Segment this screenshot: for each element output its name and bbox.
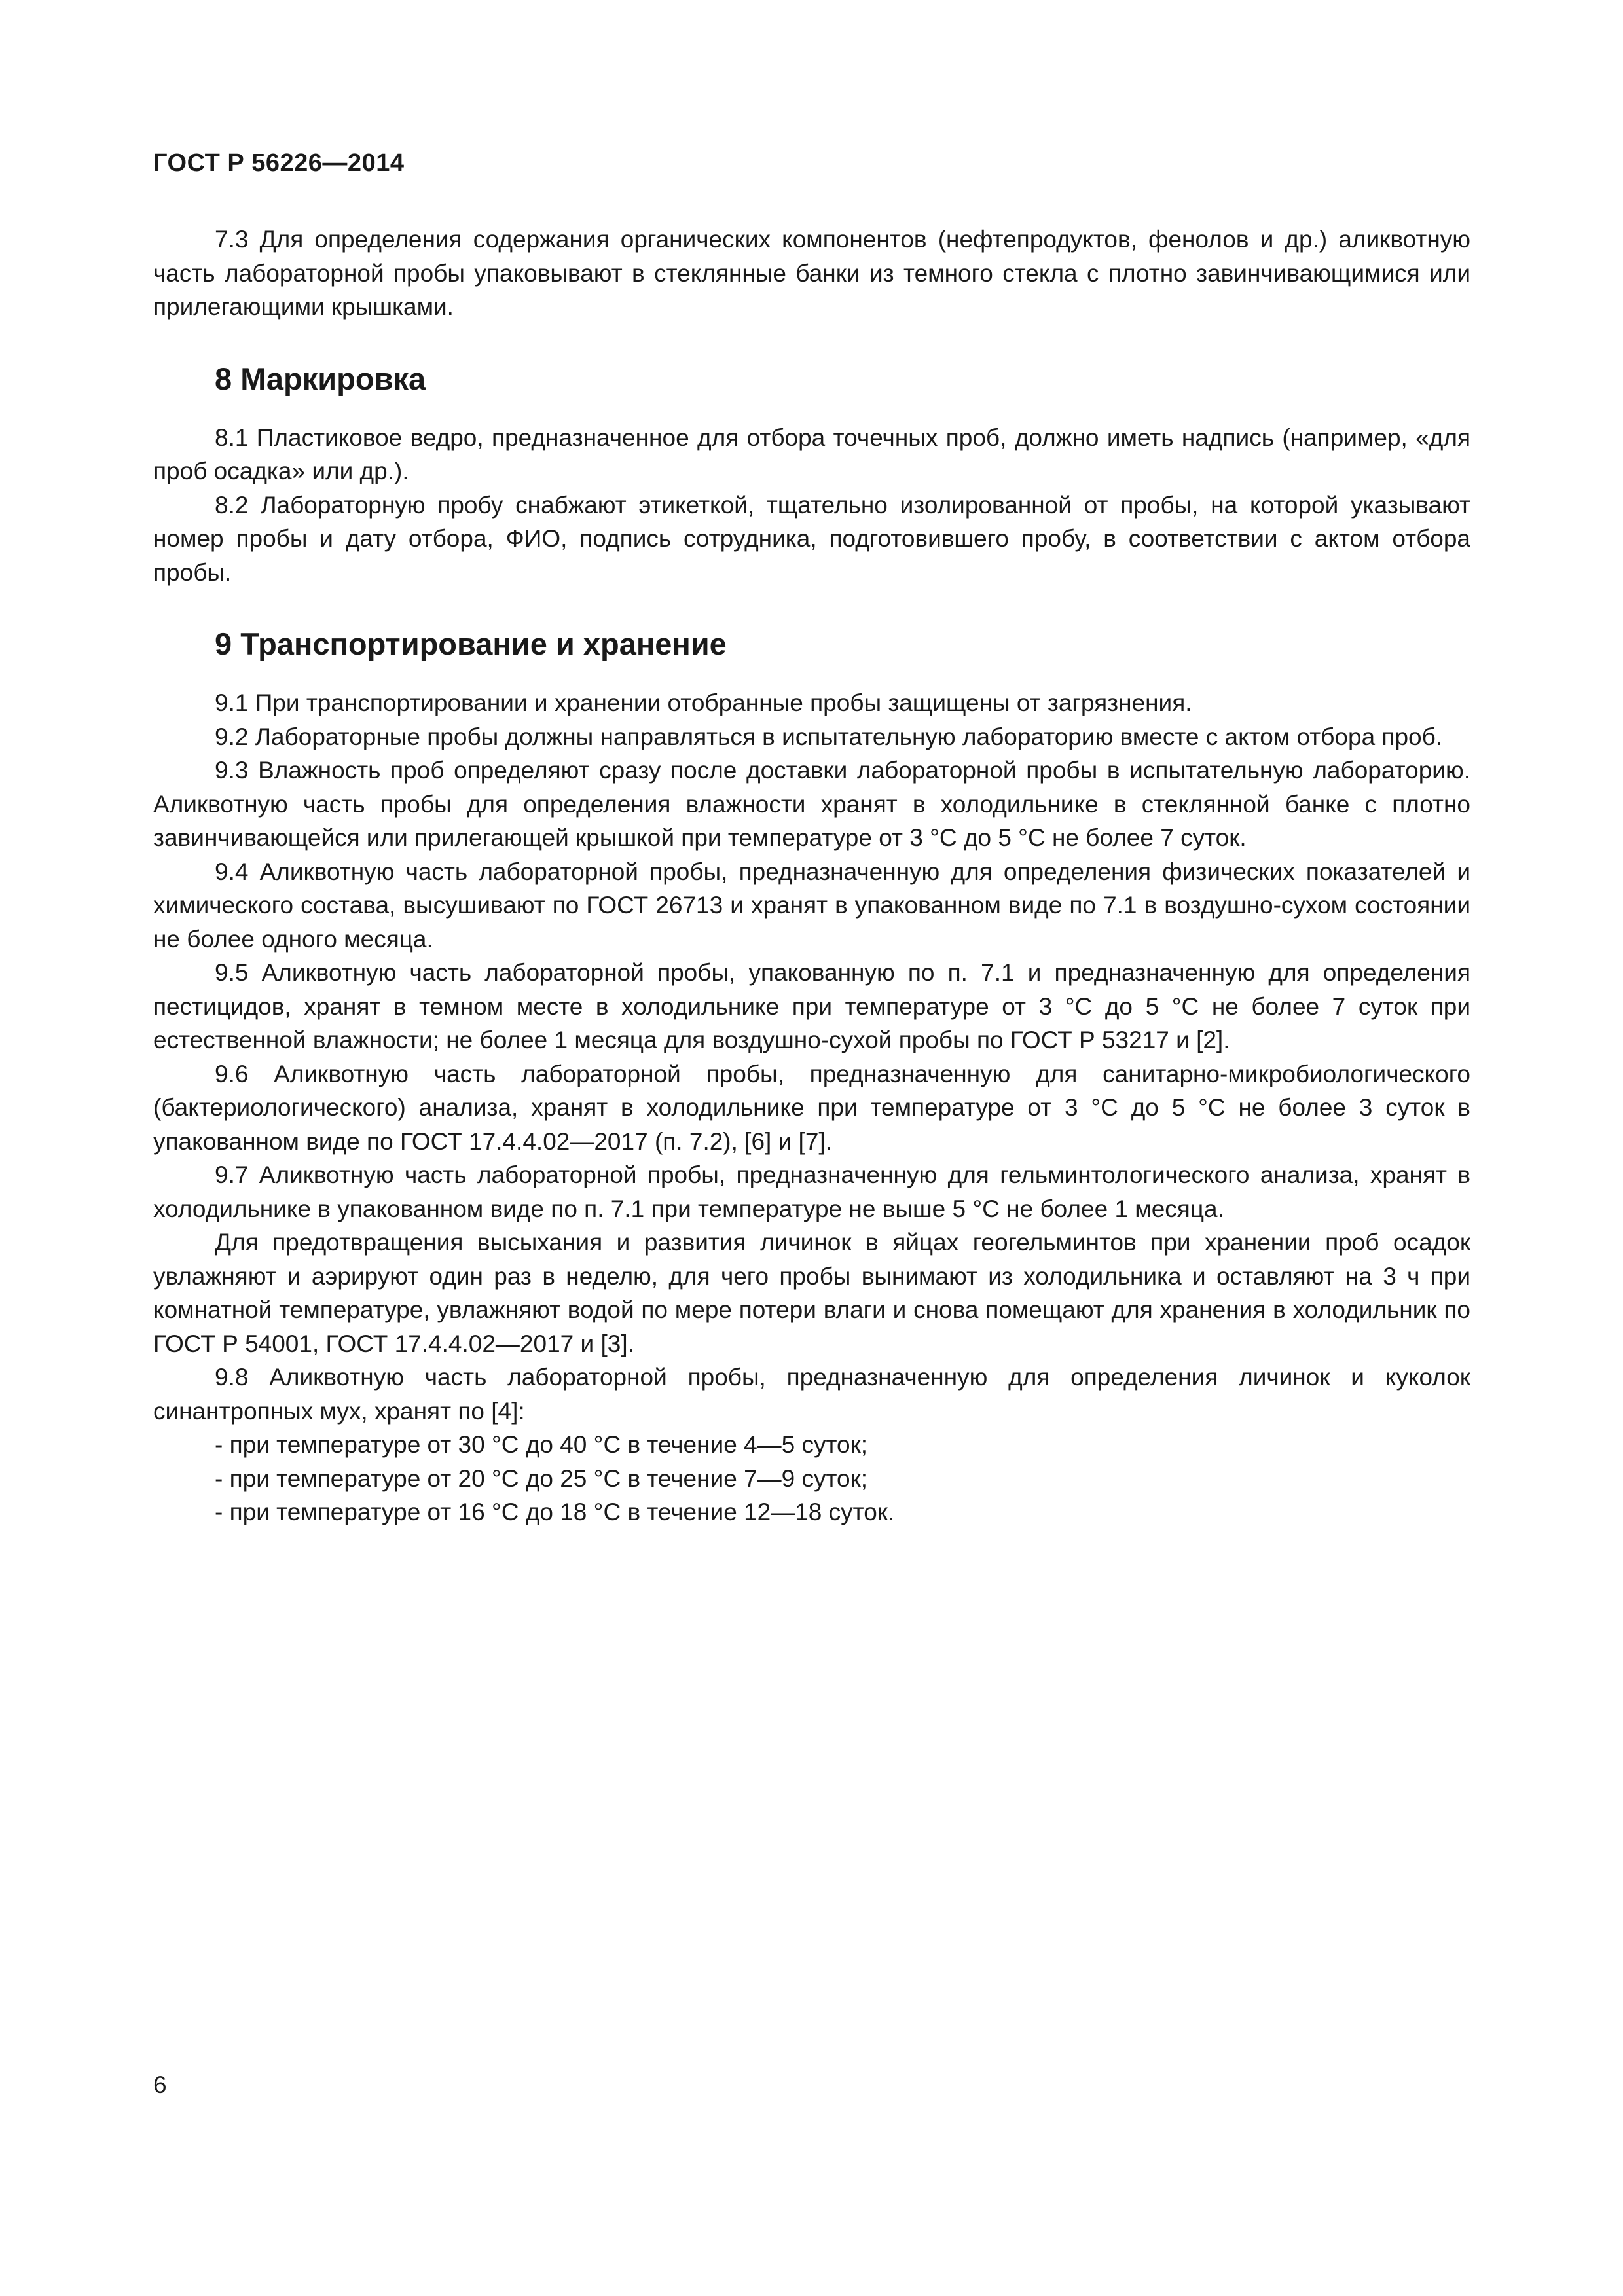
paragraph-9-3: 9.3 Влажность проб определяют сразу после доставки лабораторной пробы в испытательную лабораторию. Аликвотную часть пробы для определения влажности хранят в холодильнике в стеклянной банке с плотно завинчивающейся или прилегающей крышкой при температуре от 3 °С до 5 °С не более 7 суток. bbox=[153, 757, 1470, 851]
list-item: - при температуре от 30 °С до 40 °С в течение 4—5 суток; bbox=[215, 1431, 868, 1458]
list-item: - при температуре от 20 °С до 25 °С в течение 7—9 суток; bbox=[215, 1465, 868, 1492]
list-item: - при температуре от 16 °С до 18 °С в течение 12—18 суток. bbox=[215, 1499, 895, 1525]
paragraph-9-8: 9.8 Аликвотную часть лабораторной пробы, предназначенную для определения личинок и куколок синантропных мух, хранят по [4]: bbox=[153, 1364, 1470, 1425]
section-8-title: 8 Маркировка bbox=[215, 361, 426, 396]
paragraph-8-1: 8.1 Пластиковое ведро, предназначенное для отбора точечных проб, должно иметь надпись (например, «для проб осадка» или др.). bbox=[153, 424, 1470, 484]
paragraph-9-6: 9.6 Аликвотную часть лабораторной пробы, предназначенную для санитарно-микробиологического (бактериологического) анализа, хранят в холодильнике при температуре от 3 °С до 5 °С не более 3 суток в упакованном виде по ГОСТ 17.4.4.02—2017 (п. 7.2), [6] и [7]. bbox=[153, 1060, 1470, 1155]
paragraph-9-2: 9.2 Лабораторные пробы должны направляться в испытательную лабораторию вместе с актом отбора проб. bbox=[215, 723, 1443, 750]
document-body bbox=[153, 223, 1470, 1529]
paragraph-9-4: 9.4 Аликвотную часть лабораторной пробы, предназначенную для определения физических показателей и химического состава, высушивают по ГОСТ 26713 и хранят в упакованном виде по 7.1 в воздушно-сухом состоянии не более одного месяца. bbox=[153, 858, 1470, 953]
paragraph-7-3: 7.3 Для определения содержания органических компонентов (нефтепродуктов, фенолов и др.) аликвотную часть лабораторной пробы упаковывают в стеклянные банки из темного стекла с плотно завинчивающимися или прилегающими крышками. bbox=[153, 226, 1470, 320]
section-9-title: 9 Транспортирование и хранение bbox=[215, 627, 727, 661]
paragraph-9-5: 9.5 Аликвотную часть лабораторной пробы, упакованную по п. 7.1 и предназначенную для определения пестицидов, хранят в темном месте в холодильнике при температуре от 3 °С до 5 °С не более 7 суток при естественной влажности; не более 1 месяца для воздушно-сухой пробы по ГОСТ Р 53217 и [2]. bbox=[153, 959, 1470, 1053]
page-number: 6 bbox=[153, 2071, 167, 2098]
paragraph-9-7: 9.7 Аликвотную часть лабораторной пробы, предназначенную для гельминтологического анализа, хранят в холодильнике в упакованном виде по п. 7.1 при температуре не выше 5 °С не более 1 месяца. bbox=[153, 1161, 1470, 1222]
document-header: ГОСТ Р 56226—2014 bbox=[153, 149, 405, 177]
paragraph-8-2: 8.2 Лабораторную пробу снабжают этикеткой, тщательно изолированной от пробы, на которой указывают номер пробы и дату отбора, ФИО, подпись сотрудника, подготовившего пробу, в соответствии с актом отбора пробы. bbox=[153, 491, 1470, 586]
paragraph-9-7-note: Для предотвращения высыхания и развития личинок в яйцах геогельминтов при хранении проб осадок увлажняют и аэрируют один раз в неделю, для чего пробы вынимают из холодильника и оставляют на 3 ч при комнатной температуре, увлажняют водой по мере потери влаги и снова помещают для хранения в холодильник по ГОСТ Р 54001, ГОСТ 17.4.4.02—2017 и [3]. bbox=[153, 1229, 1470, 1357]
paragraph-9-1: 9.1 При транспортировании и хранении отобранные пробы защищены от загрязнения. bbox=[215, 689, 1192, 716]
